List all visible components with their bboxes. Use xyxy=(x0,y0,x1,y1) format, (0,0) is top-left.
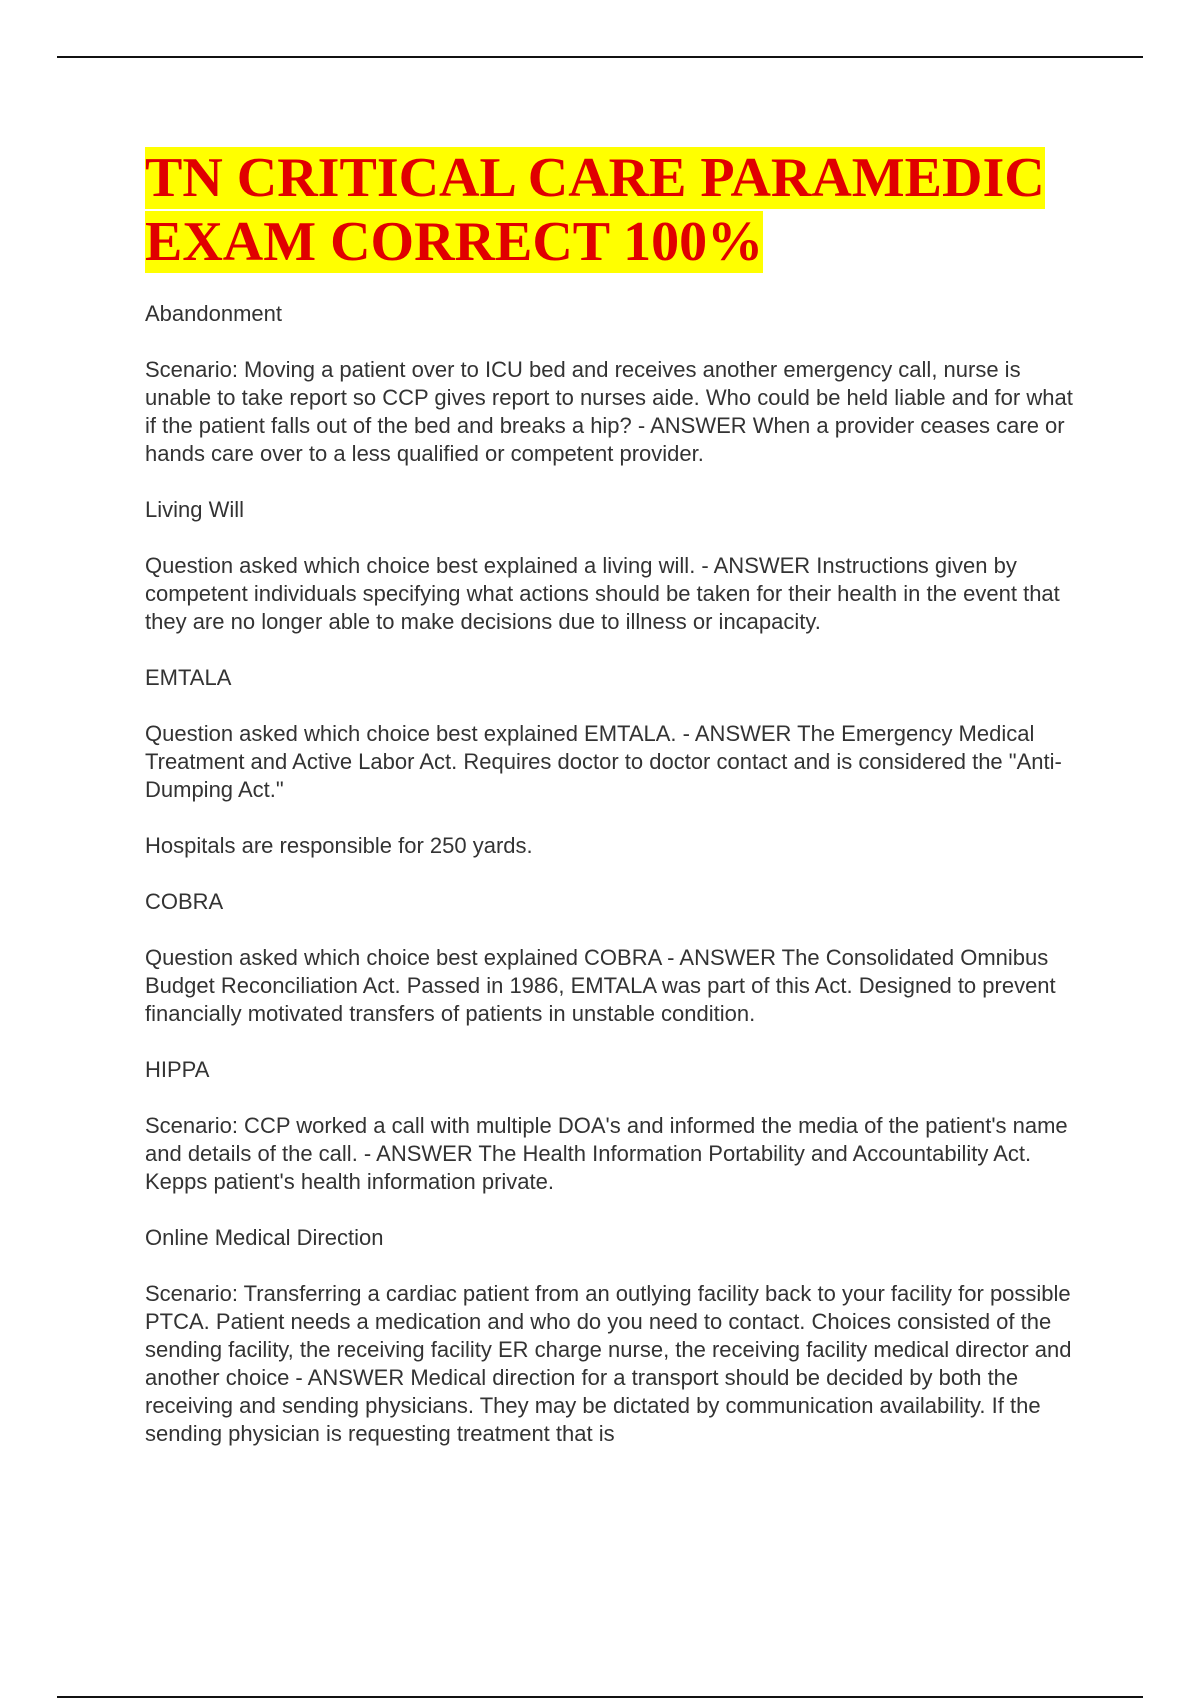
title-line-1: TN CRITICAL CARE PARAMEDIC xyxy=(145,147,1045,209)
bottom-rule xyxy=(57,1696,1143,1698)
term-emtala: EMTALA xyxy=(145,665,232,690)
answer-living-will: Question asked which choice best explained a living will. - ANSWER Instructions given by competent individuals specifying what actions should be taken for their health in the event that they are no longer able to make decisions due to illness or incapacity. xyxy=(145,553,1060,634)
term-hippa: HIPPA xyxy=(145,1057,210,1082)
answer-hippa: Scenario: CCP worked a call with multiple DOA's and informed the media of the patient's name and details of the call. - ANSWER The Health Information Portability and Accountability Act. Kepps patient's health information private. xyxy=(145,1113,1068,1194)
term-living-will: Living Will xyxy=(145,497,245,522)
top-rule xyxy=(57,56,1143,58)
title-line-2: EXAM CORRECT 100% xyxy=(145,211,764,273)
term-cobra: COBRA xyxy=(145,889,224,914)
answer-cobra: Question asked which choice best explained COBRA - ANSWER The Consolidated Omnibus Budget Reconciliation Act. Passed in 1986, EMTALA was part of this Act. Designed to prevent financially motivated transfers of patients in unstable condition. xyxy=(145,945,1056,1026)
answer-emtala: Question asked which choice best explained EMTALA. - ANSWER The Emergency Medical Treatment and Active Labor Act. Requires doctor to doctor contact and is considered the "Anti-Dumping Act." xyxy=(145,721,1062,802)
term-online-medical-direction: Online Medical Direction xyxy=(145,1225,384,1250)
note-emtala: Hospitals are responsible for 250 yards. xyxy=(145,833,533,858)
document-page xyxy=(145,146,1085,1476)
answer-online-medical-direction: Scenario: Transferring a cardiac patient from an outlying facility back to your facility for possible PTCA. Patient needs a medication and who do you need to contact. Choices consisted of the sending facility, the receiving facility ER charge nurse, the receiving facility medical director and another choice - ANSWER Medical direction for a transport should be decided by both the receiving and sending physicians. They may be dictated by communication availability. If the sending physician is requesting treatment that is xyxy=(145,1281,1072,1446)
term-abandonment: Abandonment xyxy=(145,301,282,326)
document-title xyxy=(145,146,1085,274)
answer-abandonment: Scenario: Moving a patient over to ICU bed and receives another emergency call, nurse is unable to take report so CCP gives report to nurses aide. Who could be held liable and for what if the patient falls out of the bed and breaks a hip? - ANSWER When a provider ceases care or hands care over to a less qualified or competent provider. xyxy=(145,357,1073,466)
entries xyxy=(145,300,1085,1448)
